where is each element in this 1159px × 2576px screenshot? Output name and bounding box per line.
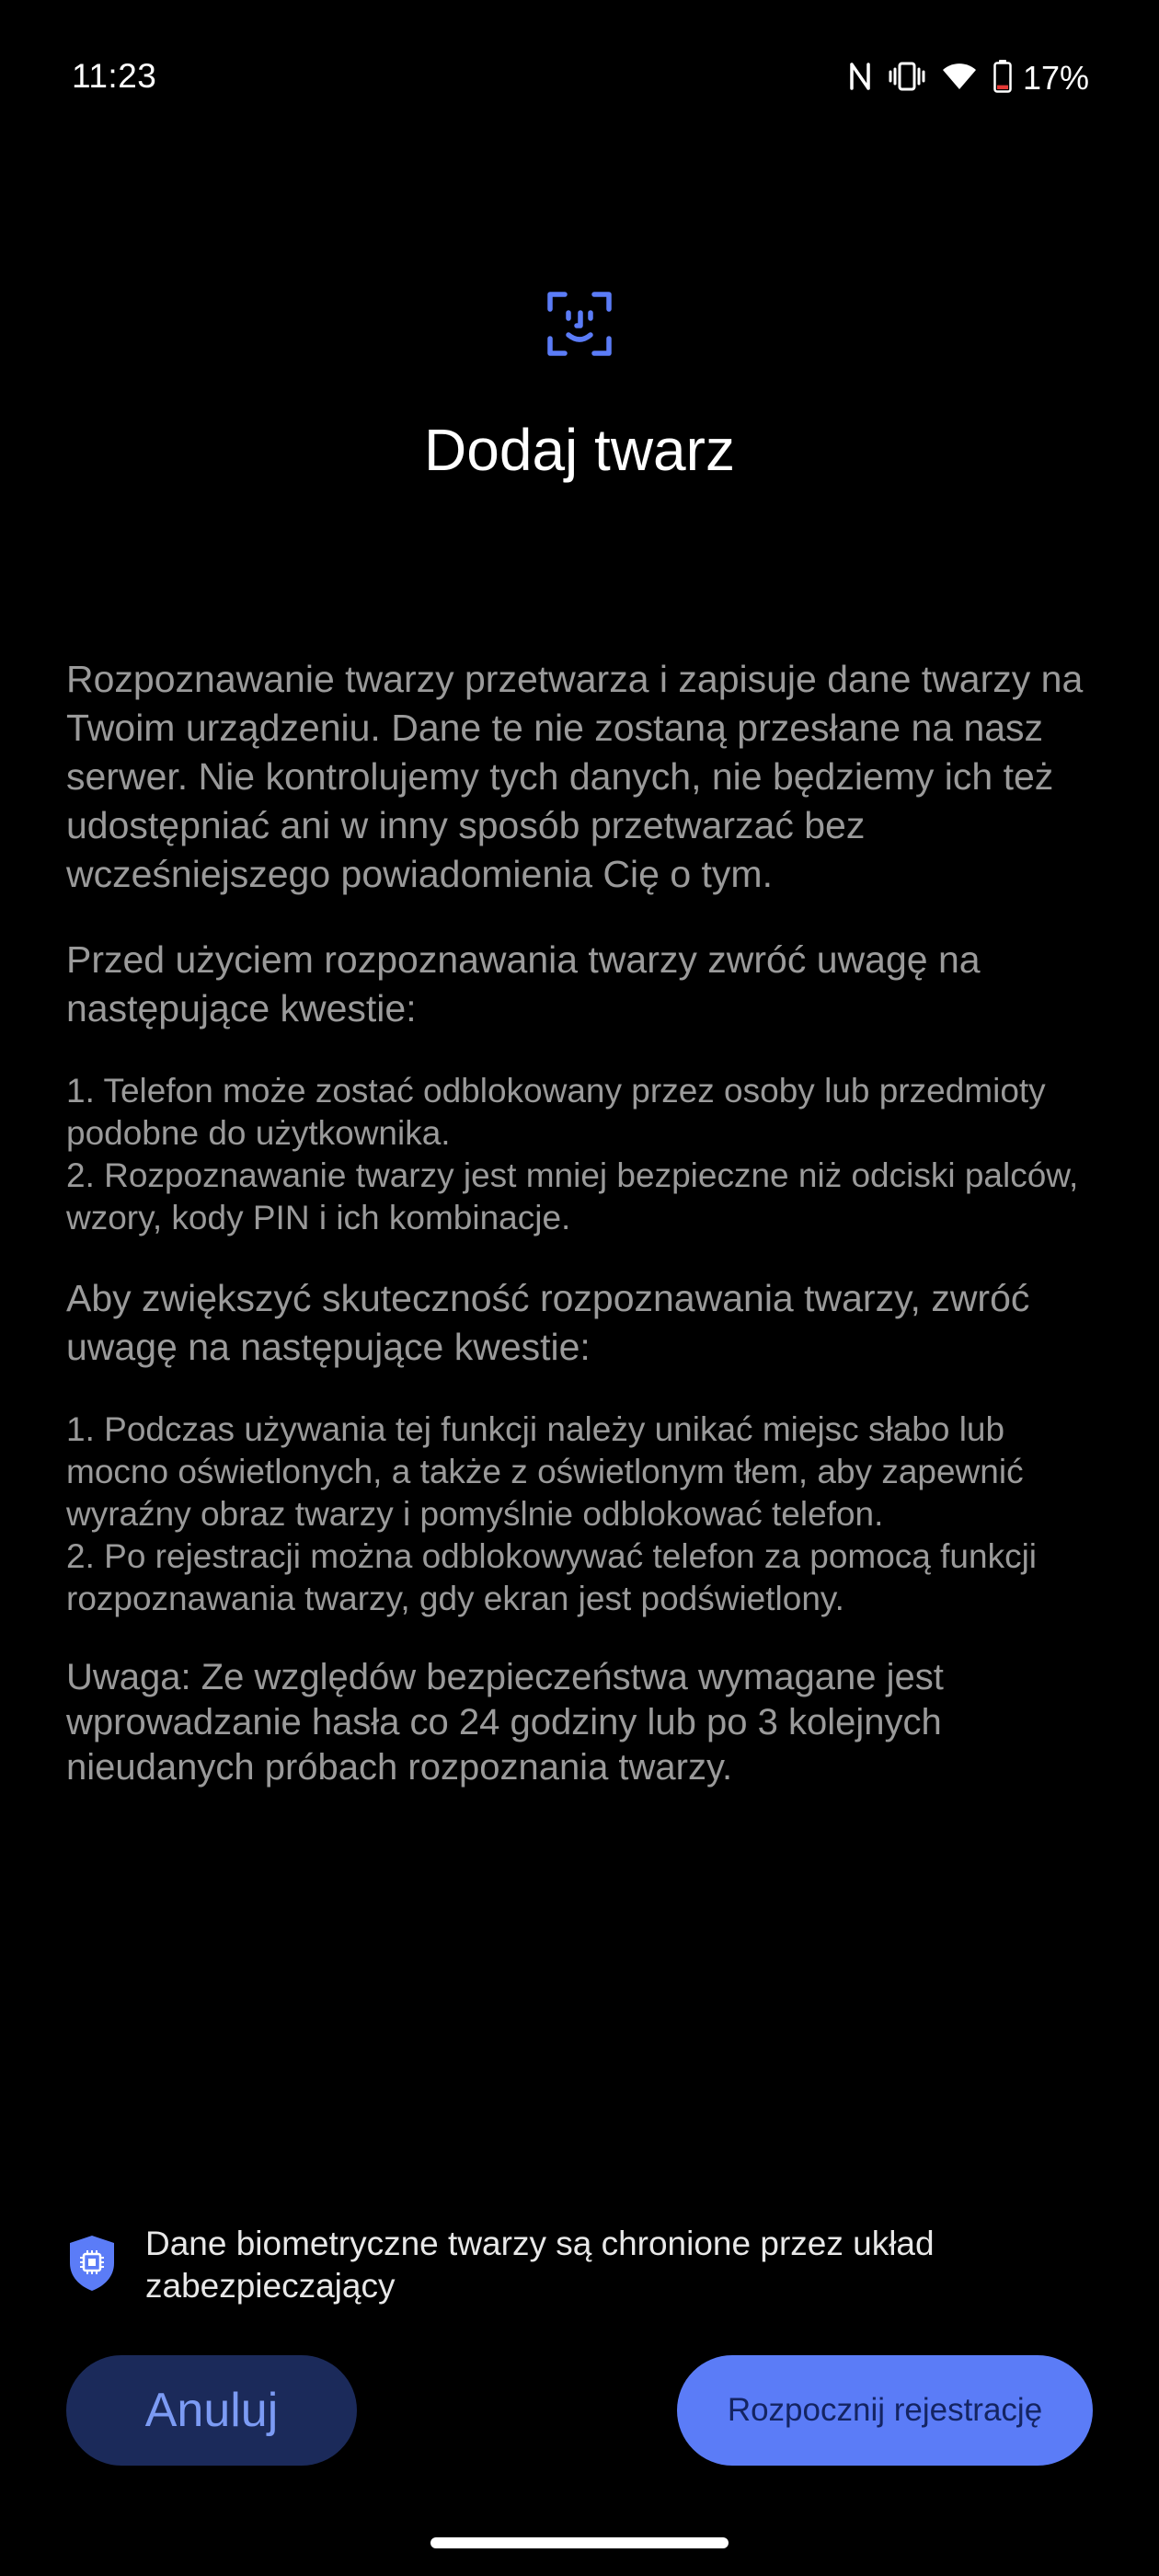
list-item: 2. Rozpoznawanie twarzy jest mniej bezpieczne niż odciski palców, wzory, kody PIN i ich kombinacje. (66, 1156, 1079, 1236)
face-scan-icon (546, 291, 613, 357)
vibrate-icon (889, 61, 925, 97)
security-note: Uwaga: Ze względów bezpieczeństwa wymagane jest wprowadzanie hasła co 24 godziny lub po 3 kolejnych nieudanych próbach rozpoznania twarzy. (66, 1657, 944, 1788)
cancel-button[interactable]: Anuluj (66, 2355, 357, 2466)
home-indicator[interactable] (430, 2537, 729, 2548)
before-use-heading: Przed użyciem rozpoznawania twarzy zwróć uwagę na następujące kwestie: (66, 938, 981, 1029)
battery-icon (993, 60, 1012, 98)
before-use-list (66, 1070, 1096, 1239)
status-time: 11:23 (72, 57, 157, 95)
list-item: 1. Podczas używania tej funkcji należy unikać miejsc słabo lub mocno oświetlonych, a także z oświetlonym tłem, aby zapewnić wyraźny obraz twarzy i pomyślnie odblokować telefon. (66, 1410, 1024, 1533)
start-registration-button[interactable]: Rozpocznij rejestrację (677, 2355, 1093, 2466)
shield-chip-icon (66, 2234, 125, 2300)
status-icons (832, 55, 1089, 101)
nfc-icon (848, 61, 872, 97)
battery-fill (997, 85, 1008, 88)
wifi-icon (942, 62, 977, 96)
status-bar (0, 0, 1159, 156)
effectiveness-heading: Aby zwiększyć skuteczność rozpoznawania twarzy, zwróć uwagę na następujące kwestie: (66, 1277, 1030, 1368)
list-item: 1. Telefon może zostać odblokowany przez osoby lub przedmioty podobne do użytkownika. (66, 1072, 1046, 1152)
page-title: Dodaj twarz (424, 417, 735, 483)
intro-paragraph: Rozpoznawanie twarzy przetwarza i zapisuje dane twarzy na Twoim urządzeniu. Dane te nie zostaną przesłane na nasz serwer. Nie kontrolujemy tych danych, nie będziemy ich też udostępniać ani w inny sposób przetwarzać bez wcześniejszego powiadomienia Cię o tym. (66, 658, 1084, 895)
info-content (66, 655, 1096, 1825)
biometric-note-text: Dane biometryczne twarzy są chronione przez układ zabezpieczający (145, 2225, 935, 2305)
effectiveness-list (66, 1409, 1096, 1620)
battery-percent: 17% (1022, 59, 1089, 97)
biometric-note (66, 2223, 1096, 2307)
list-item: 2. Po rejestracji można odblokowywać telefon za pomocą funkcji rozpoznawania twarzy, gdy ekran jest podświetlony. (66, 1537, 1038, 1617)
